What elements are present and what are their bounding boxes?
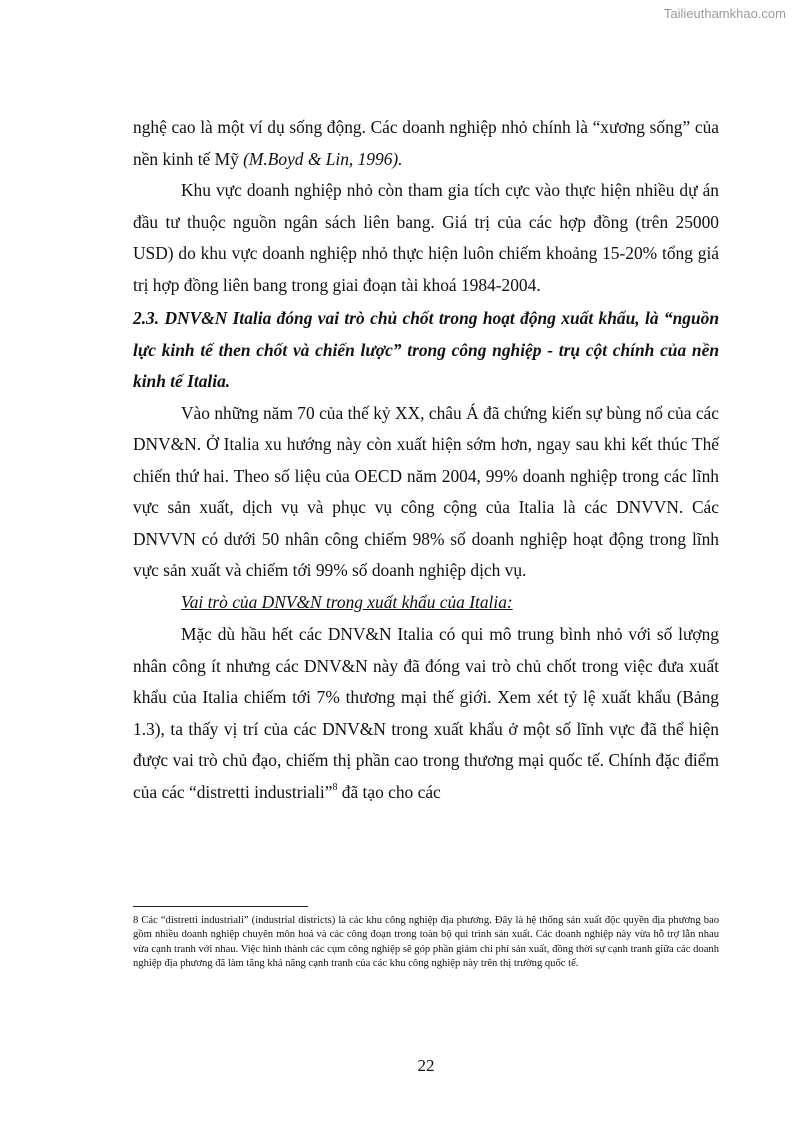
watermark-text: Tailieuthamkhao.com bbox=[663, 6, 786, 21]
page-number: 22 bbox=[417, 1056, 435, 1075]
paragraph-text: nghệ cao là một ví dụ sống động. Các doanh nghiệp nhỏ chính là “xương sống” của nền kinh tế Mỹ bbox=[133, 117, 719, 169]
citation: (M.Boyd & Lin, 1996). bbox=[243, 148, 403, 169]
paragraph-text: Mặc dù hầu hết các DNV&N Italia có qui mô trung bình nhỏ với số lượng nhân công ít nhưng các DNV&N này đã đóng vai trò chủ chốt trong việc đưa xuất khẩu của Italia chiếm tới 7% thương mại thế giới. Xem xét tỷ lệ xuất khẩu (Bảng 1.3), ta thấy vị trí của các DNV&N trong xuất khẩu ở một số lĩnh vực đã thể hiện được vai trò chủ đạo, chiếm thị phần cao trong thương mại quốc tế. Chính đặc điểm của các “distretti industriali” bbox=[133, 624, 719, 802]
paragraph-text-end: đã tạo cho các bbox=[337, 781, 441, 802]
footnote-reference: 8 bbox=[332, 781, 338, 793]
section-heading: 2.3. DNV&N Italia đóng vai trò chủ chốt trong hoạt động xuất khẩu, là “nguồn lực kinh tế then chốt và chiến lược” trong công nghiệp - trụ cột chính của nền kinh tế Italia. bbox=[133, 308, 719, 391]
paragraph-federal-contracts: Khu vực doanh nghiệp nhỏ còn tham gia tích cực vào thực hiện nhiều dự án đầu tư thuộc nguồn ngân sách liên bang. Giá trị của các hợp đồng (trên 25000 USD) do khu vực doanh nghiệp nhỏ thực hiện luôn chiếm khoảng 15-20% tổng giá trị hợp đồng liên bang trong giai đoạn tài khoá 1984-2004. bbox=[133, 180, 719, 295]
paragraph-continuation bbox=[133, 112, 719, 175]
paragraph-export-role bbox=[133, 619, 719, 808]
paragraph-italy-sme: Vào những năm 70 của thế kỷ XX, châu Á đã chứng kiến sự bùng nổ của các DNV&N. Ở Italia xu hướng này còn xuất hiện sớm hơn, ngay sau khi kết thúc Thế chiến thứ hai. Theo số liệu của OECD năm 2004, 99% doanh nghiệp trong các lĩnh vực sản xuất, dịch vụ và phục vụ công cộng của Italia là các DNVVN. Các DNVVN có dưới 50 nhân công chiếm 98% số doanh nghiệp hoạt động trong lĩnh vực sản xuất và chiếm tới 99% số doanh nghiệp dịch vụ. bbox=[133, 402, 719, 580]
footnote-divider bbox=[133, 906, 308, 907]
sub-heading: Vai trò của DNV&N trong xuất khẩu của Italia: bbox=[181, 591, 513, 612]
page-body bbox=[133, 112, 719, 808]
footnote: 8 Các “distretti industriali” (industrial districts) là các khu công nghiệp địa phương. Đây là hệ thống sản xuất độc quyền địa phương bao gồm nhiều doanh nghiệp chuyên môn hoá và các công đoạn trong toàn bộ qui trình sản xuất. Các doanh nghiệp này vừa hỗ trợ lẫn nhau vừa cạnh tranh với nhau. Việc hình thành các cụm công nghiệp sẽ góp phần giảm chi phí sản xuất, đồng thời sự cạnh tranh giữa các doanh nghiệp địa phương đã làm tăng khả năng cạnh tranh của các khu công nghiệp này trên thị trường quốc tế. bbox=[133, 915, 719, 969]
